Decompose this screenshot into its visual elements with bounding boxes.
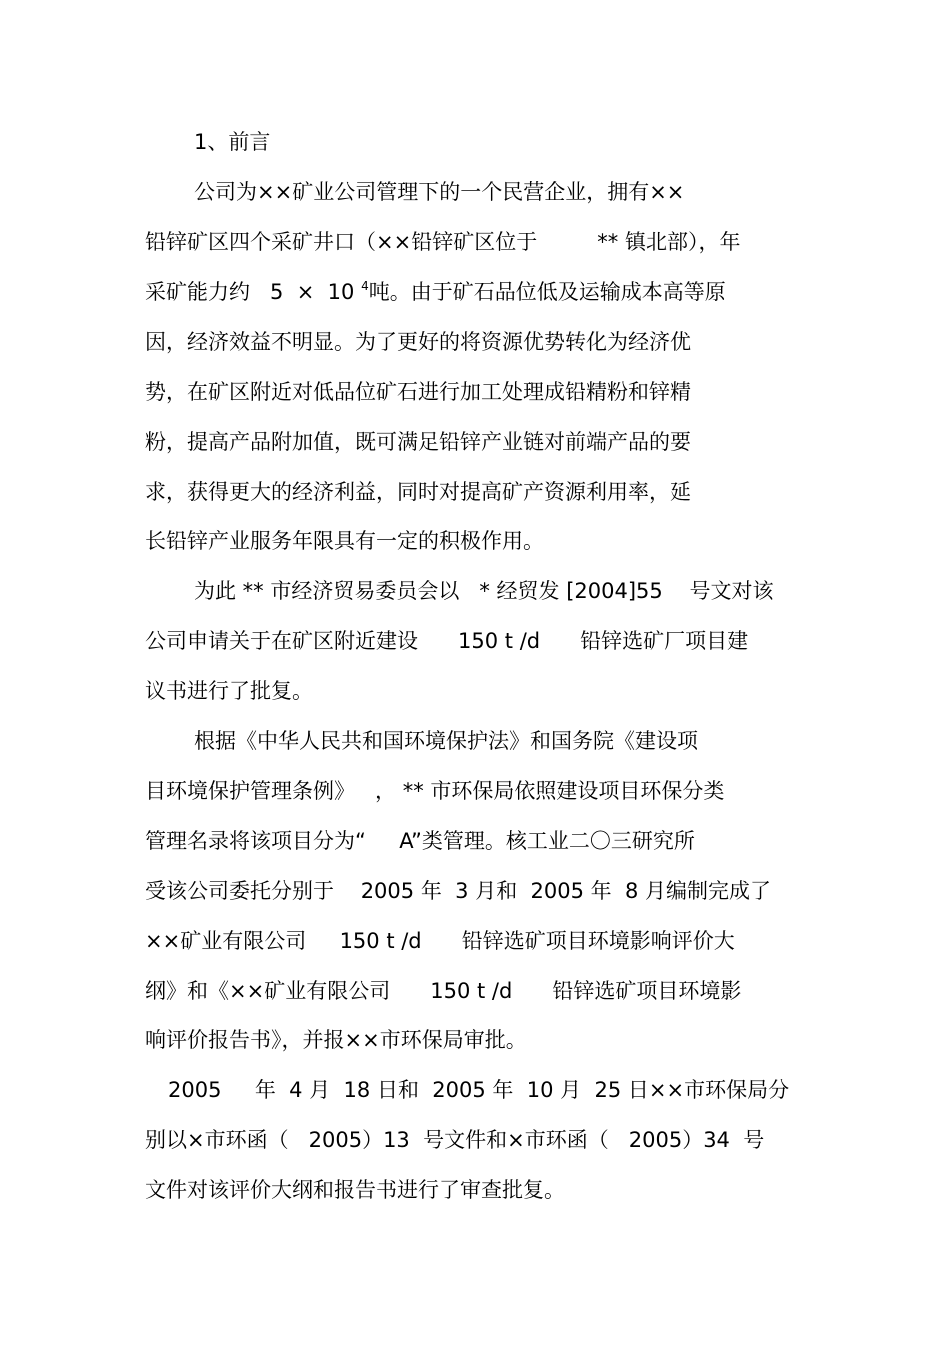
- superscript: 4: [361, 279, 369, 293]
- paragraph-3-line: 受该公司委托分别于 2005 年 3 月和 2005 年 8 月编制完成了: [145, 879, 772, 903]
- text-run: 采矿能力约 5 × 10: [145, 280, 362, 304]
- paragraph-2-line: 议书进行了批复。: [145, 679, 313, 703]
- paragraph-4-line: 2005 年 4 月 18 日和 2005 年 10 月 25 日××市环保局分: [168, 1078, 790, 1102]
- paragraph-1-line: 因，经济效益不明显。为了更好的将资源优势转化为经济优: [145, 330, 691, 354]
- paragraph-1-line: 长铅锌产业服务年限具有一定的积极作用。: [145, 529, 544, 553]
- paragraph-3-line: 响评价报告书》，并报××市环保局审批。: [145, 1028, 527, 1052]
- paragraph-3-line: 纲》和《××矿业有限公司 150 t /d 铅锌选矿项目环境影: [145, 979, 742, 1003]
- paragraph-3-line: ××矿业有限公司 150 t /d 铅锌选矿项目环境影响评价大: [145, 929, 735, 953]
- paragraph-1-line: 势，在矿区附近对低品位矿石进行加工处理成铅精粉和锌精: [145, 380, 691, 404]
- text-run: 吨。由于矿石品位低及运输成本高等原: [368, 280, 726, 304]
- paragraph-2-line: 为此 ** 市经济贸易委员会以 * 经贸发 [2004]55 号文对该: [194, 579, 774, 603]
- section-heading: 1、前言: [194, 130, 271, 154]
- paragraph-1-line: 粉，提高产品附加值，既可满足铅锌产业链对前端产品的要: [145, 430, 691, 454]
- paragraph-1-line: 铅锌矿区四个采矿井口（××铅锌矿区位于 ** 镇北部），年: [145, 230, 741, 254]
- paragraph-4-line: 别以×市环函（ 2005）13 号文件和×市环函（ 2005）34 号: [145, 1128, 765, 1152]
- paragraph-4-line: 文件对该评价大纲和报告书进行了审查批复。: [145, 1178, 565, 1202]
- paragraph-3-line: 目环境保护管理条例》 ， ** 市环保局依照建设项目环保分类: [145, 779, 725, 803]
- paragraph-1-line: 求，获得更大的经济利益，同时对提高矿产资源利用率，延: [145, 480, 691, 504]
- paragraph-1-line: [145, 277, 726, 307]
- paragraph-3-line: 根据《中华人民共和国环境保护法》和国务院《建设项: [194, 729, 698, 753]
- paragraph-3-line: 管理名录将该项目分为“ A”类管理。核工业二〇三研究所: [145, 829, 695, 853]
- paragraph-2-line: 公司申请关于在矿区附近建设 150 t /d 铅锌选矿厂项目建: [145, 629, 749, 653]
- paragraph-1-line: 公司为××矿业公司管理下的一个民营企业，拥有××: [194, 180, 685, 204]
